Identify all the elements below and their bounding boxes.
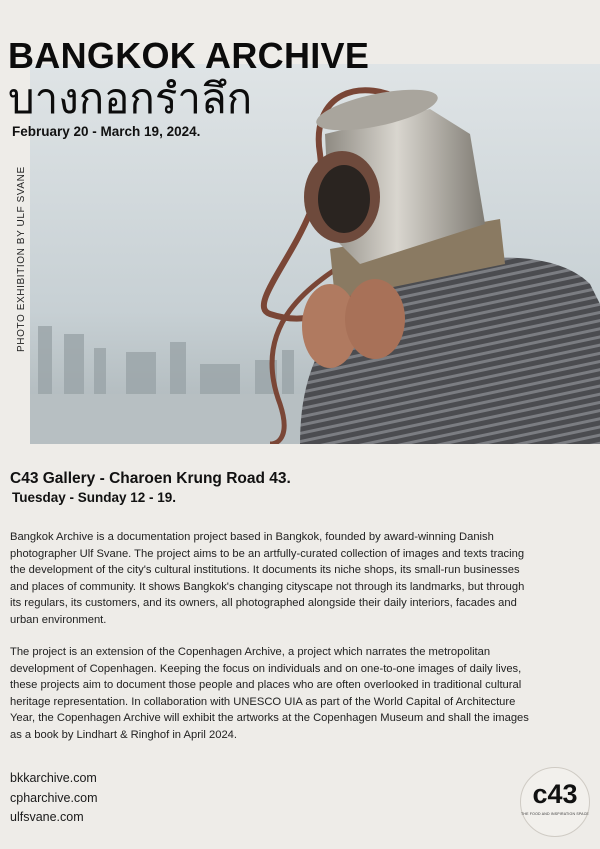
link-bkkarchive[interactable]: bkkarchive.com xyxy=(10,771,97,785)
link-ulfsvane[interactable]: ulfsvane.com xyxy=(10,810,84,824)
description-paragraph-2: The project is an extension of the Copenhagen Archive, a project which narrates the metropolitan development of Copenhagen. Keeping the focus on individuals and on one-to-one images of daily lives, these projects aim to document those people and places who are often overlooked in traditional cultural heritage representation. In collaboration with UNESCO UIA as part of the World Capital of Architecture Year, the Copenhagen Archive will exhibit the artworks at the Copenhagen Museum and shall the images as a book by Lindhart & Ringhof in April 2024. xyxy=(10,646,529,741)
title-thai: บางกอกรำลึก xyxy=(8,74,253,123)
c43-logo xyxy=(520,767,590,837)
side-credit: PHOTO EXHIBITION BY ULF SVANE xyxy=(16,166,27,352)
title-english: BANGKOK ARCHIVE xyxy=(8,35,370,76)
logo-text: c43 xyxy=(532,779,578,809)
opening-hours: Tuesday - Sunday 12 - 19. xyxy=(12,490,177,505)
exhibition-dates: February 20 - March 19, 2024. xyxy=(12,124,201,139)
website-links xyxy=(10,769,98,828)
link-cpharchive[interactable]: cpharchive.com xyxy=(10,790,98,805)
logo-subtext: THE FOOD AND INSPIRATION SPACE xyxy=(521,812,589,816)
description-paragraph-1: Bangkok Archive is a documentation project based in Bangkok, founded by award-winning Danish photographer Ulf Svane. The project aims to be an artfully-curated collection of images and texts tracing the development of the city's cultural institutions. It documents its niche shops, its small-run businesses and places of community. It shows Bangkok's changing cityscape not through its landmarks, but through its regulars, its customers, and its owners, all photographed alongside their daily interiors, facades and urban environment. xyxy=(10,531,525,626)
gallery-address: C43 Gallery - Charoen Krung Road 43. xyxy=(10,470,291,487)
